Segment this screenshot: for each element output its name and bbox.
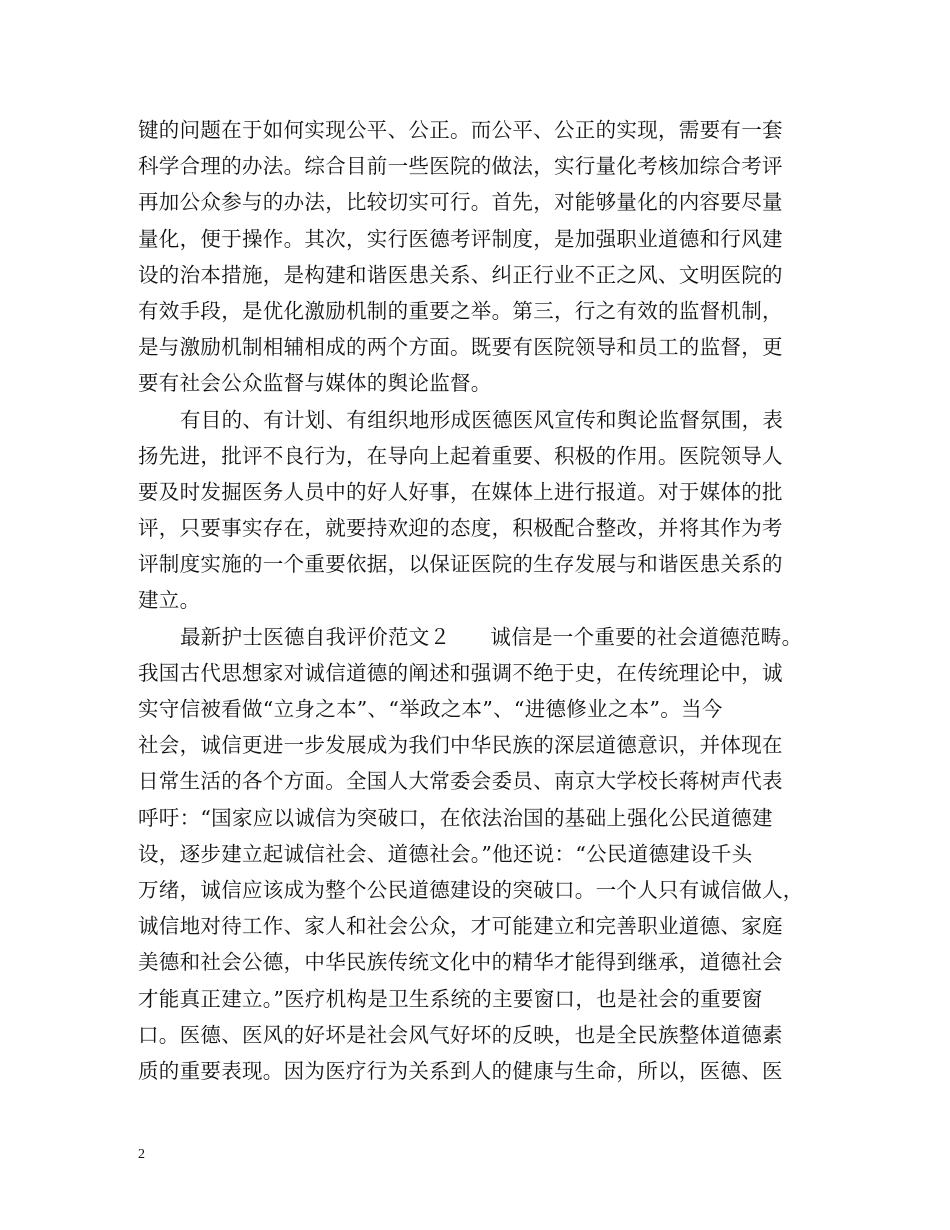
text-line: 呼吁：“国家应以诚信为突破口，在依法治国的基础上强化公民道德建 bbox=[138, 805, 773, 830]
text-line: 才能真正建立。”医疗机构是卫生系统的主要窗口，也是社会的重要窗 bbox=[138, 986, 763, 1011]
text-line: 质的重要表现。因为医疗行为关系到人的健康与生命，所以，医德、医 bbox=[138, 1058, 783, 1083]
section-heading-line bbox=[138, 619, 818, 655]
text-line: 是与激励机制相辅相成的两个方面。既要有医院领导和员工的监督，更 bbox=[138, 335, 783, 360]
text-line: 社会，诚信更进一步发展成为我们中华民族的深层道德意识，并体现在 bbox=[138, 733, 783, 758]
text-line: 量化，便于操作。其次，实行医德考评制度，是加强职业道德和行风建 bbox=[138, 226, 783, 251]
text-line: 键的问题在于如何实现公平、公正。而公平、公正的实现，需要有一套 bbox=[138, 118, 783, 142]
text-line: 实守信被看做“立身之本”、“举政之本”、“进德修业之本”。当今 bbox=[138, 697, 723, 721]
text-line: 评，只要事实存在，就要持欢迎的态度，积极配合整改，并将其作为考 bbox=[138, 516, 783, 541]
paragraph-start-line: 有目的、有计划、有组织地形成医德医风宣传和舆论监督氛围，表 bbox=[180, 407, 784, 432]
document-body bbox=[138, 112, 818, 1089]
text-line: 要及时发掘医务人员中的好人好事，在媒体上进行报道。对于媒体的批 bbox=[138, 479, 783, 504]
text-line: 评制度实施的一个重要依据，以保证医院的生存发展与和谐医患关系的 bbox=[138, 552, 783, 577]
text-line: 万绪，诚信应该成为整个公民道德建设的突破口。一个人只有诚信做人， bbox=[138, 877, 804, 902]
paragraph-start-text: 诚信是一个重要的社会道德范畴。 bbox=[490, 624, 803, 649]
text-line: 再加公众参与的办法，比较切实可行。首先，对能够量化的内容要尽量 bbox=[138, 190, 783, 215]
text-line: 设的治本措施，是构建和谐医患关系、纠正行业不正之风、文明医院的 bbox=[138, 262, 783, 287]
text-line: 要有社会公众监督与媒体的舆论监督。 bbox=[138, 371, 492, 396]
text-line: 美德和社会公德，中华民族传统文化中的精华才能得到继承，道德社会 bbox=[138, 950, 783, 975]
text-line: 我国古代思想家对诚信道德的阐述和强调不绝于史，在传统理论中，诚 bbox=[138, 660, 783, 685]
text-line: 扬先进，批评不良行为，在导向上起着重要、积极的作用。医院领导人 bbox=[138, 443, 783, 468]
text-line: 诚信地对待工作、家人和社会公众，才可能建立和完善职业道德、家庭 bbox=[138, 914, 783, 939]
text-line: 日常生活的各个方面。全国人大常委会委员、南京大学校长蒋树声代表 bbox=[138, 769, 783, 794]
text-line: 口。医德、医风的好坏是社会风气好坏的反映，也是全民族整体道德素 bbox=[138, 1022, 783, 1047]
section-heading: 最新护士医德自我评价范文２ bbox=[180, 624, 451, 649]
text-line: 设，逐步建立起诚信社会、道德社会。”他还说：“公民道德建设千头 bbox=[138, 841, 753, 866]
page-number: 2 bbox=[138, 1147, 145, 1162]
text-line: 建立。 bbox=[138, 588, 201, 613]
text-line: 科学合理的办法。综合目前一些医院的做法，实行量化考核加综合考评 bbox=[138, 154, 783, 179]
text-line: 有效手段，是优化激励机制的重要之举。第三，行之有效的监督机制， bbox=[138, 298, 783, 323]
